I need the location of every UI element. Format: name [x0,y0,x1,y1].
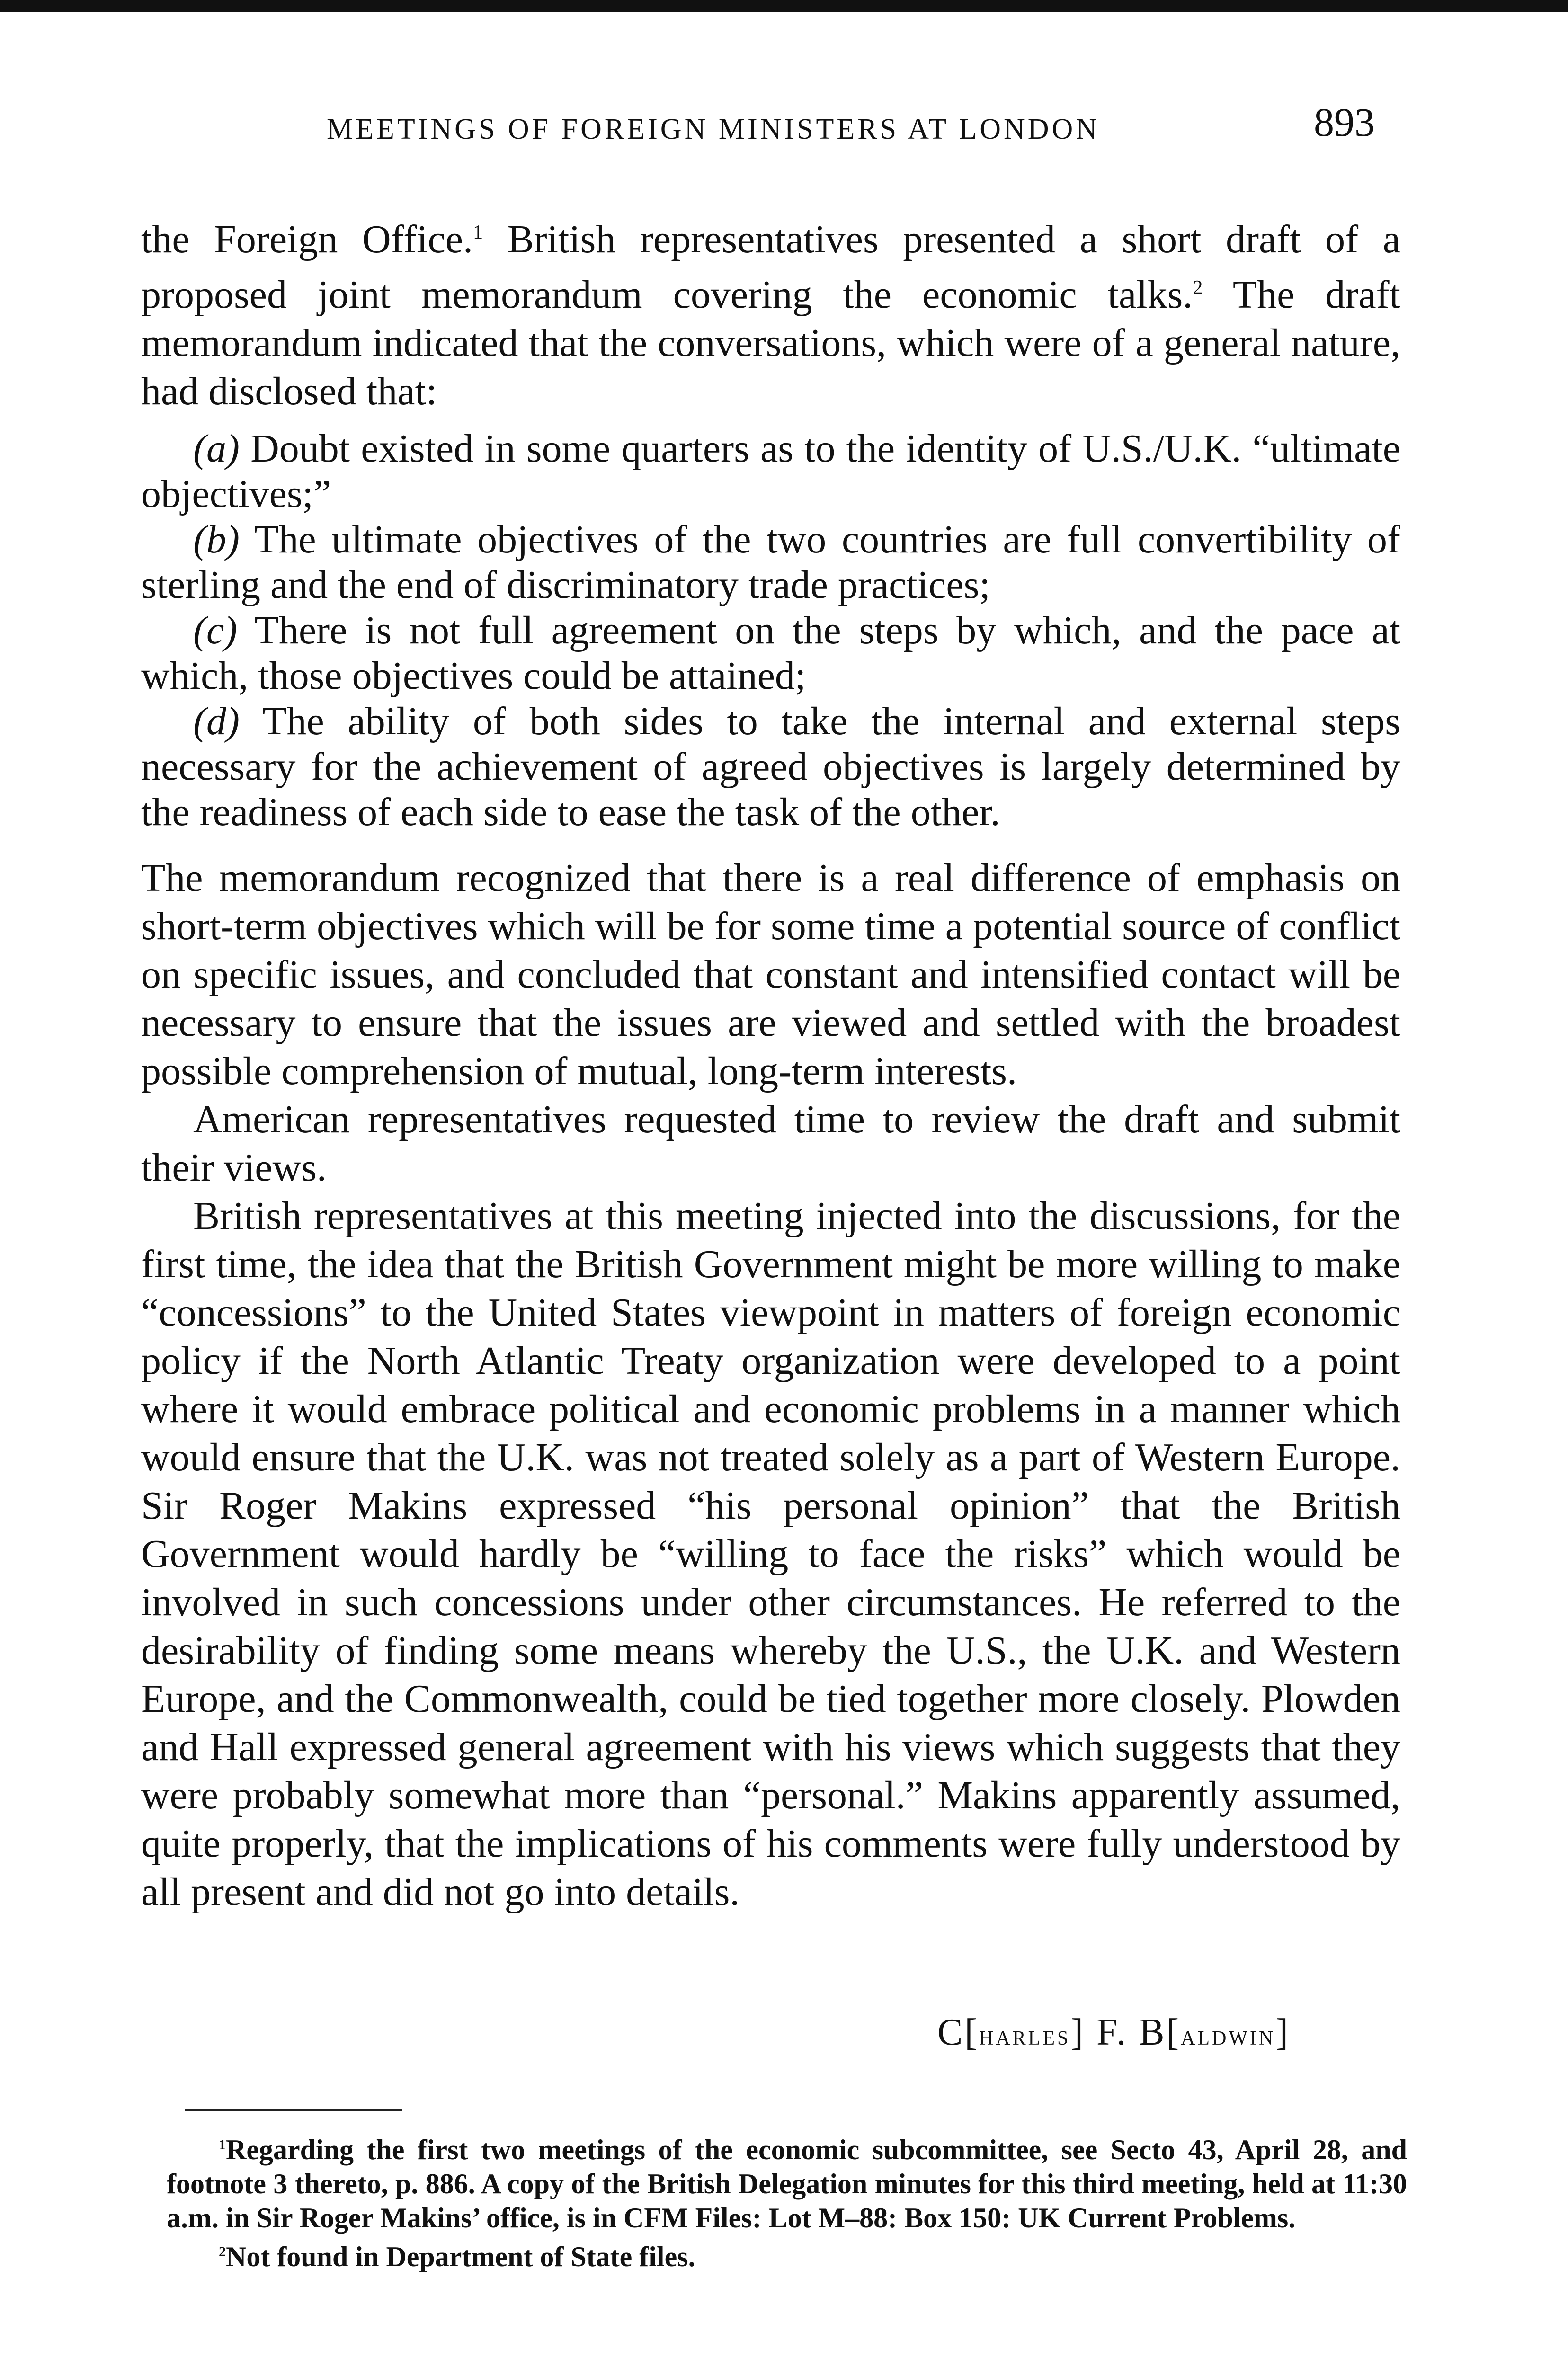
list-item [141,426,1400,517]
list-item-text: There is not full agreement on the steps by which, and the pace at which, those objectives could be attained; [141,608,1400,698]
paragraph-2: The memorandum recognized that there is a real difference of emphasis on short-term objectives which will be for some time a potential source of conflict on specific issues, and concluded that constant and intensified contact will be necessary to ensure that the issues are viewed and settled with the broadest possible comprehension of mutual, long-term interests. [141,856,1400,1093]
running-title: MEETINGS OF FOREIGN MINISTERS AT LONDON [327,113,1100,145]
list-item-label: (b) [193,517,240,561]
list-item [141,517,1400,608]
signature-initial-2: ] F. B[ [1070,2011,1181,2053]
list-item-text: The ability of both sides to take the internal and external steps necessary for the achievement of agreed objectives is largely determined by the readiness of each side to ease the task of the other. [141,699,1400,834]
signature-initial-1: C[ [937,2011,979,2053]
findings-list [141,426,1400,835]
paragraph-1-end: The draft memorandum indicated that the conversations, which were of a general nature, had disclosed that: [141,273,1400,413]
paragraph-1 [141,208,1400,416]
paragraph-4: British representatives at this meeting injected into the discussions, for the first time, the idea that the British Government might be more willing to make “concessions” to the United States viewpoint in matters of foreign economic policy if the North Atlantic Treaty organization were developed to a point where it would embrace political and economic problems in a manner which would ensure that the U.K. was not treated solely as a part of Western Europe. Sir Roger Makins expressed “his personal opinion” that the British Government would hardly be “willing to face the risks” which would be involved in such concessions under other circumstances. He referred to the desirability of finding some means whereby the U.S., the U.K. and Western Europe, and the Commonwealth, could be tied together more closely. Plowden and Hall expressed general agreement with his views which suggests that they were probably somewhat more than “personal.” Makins apparently assumed, quite properly, that the implications of his comments were fully understood by all present and did not go into details. [141,1194,1400,1914]
footnote-ref-2: 2 [1193,277,1203,299]
page-number: 893 [1314,99,1375,145]
list-item-label: (a) [193,427,240,471]
signature [937,2011,1290,2054]
list-item-label: (d) [193,699,240,743]
main-text [141,208,1400,1916]
list-item [141,699,1400,835]
footnote-2 [167,2235,1407,2274]
page-top-edge [0,0,1568,12]
footnote-2-text: Not found in Department of State files. [226,2241,695,2272]
paragraph-1-start: the Foreign Office. [141,217,473,261]
footnote-2-mark: 2 [219,2244,226,2260]
footnote-ref-1: 1 [473,222,483,243]
list-item-text: The ultimate objectives of the two countries are full convertibility of sterling and the end of discriminatory trade practices; [141,517,1400,607]
paragraph-3: American representatives requested time to review the draft and submit their views. [141,1097,1400,1190]
footnote-1-text: Regarding the first two meetings of the economic subcommittee, see Secto 43, April 28, and footnote 3 thereto, p. 886. A copy of the British Delegation minutes for this third meeting, held at 11:30 a.m. in Sir Roger Makins’ office, is in CFM Files: Lot M–88: Box 150: UK Current Problems. [167,2134,1407,2234]
footnote-divider [185,2109,402,2111]
signature-name-1: harles [979,2020,1071,2051]
footnote-1 [167,2128,1407,2235]
list-item-label: (c) [193,608,238,652]
list-item [141,608,1400,699]
paragraph-1-middle: British representatives presented a short draft of a proposed joint memorandum covering the economic talks. [141,217,1400,317]
signature-name-2: aldwin [1181,2020,1276,2051]
footnote-1-mark: 1 [219,2137,226,2153]
footnotes [167,2128,1407,2274]
signature-close: ] [1275,2011,1291,2053]
list-item-text: Doubt existed in some quarters as to the identity of U.S./U.K. “ultimate objectives;” [141,427,1400,516]
